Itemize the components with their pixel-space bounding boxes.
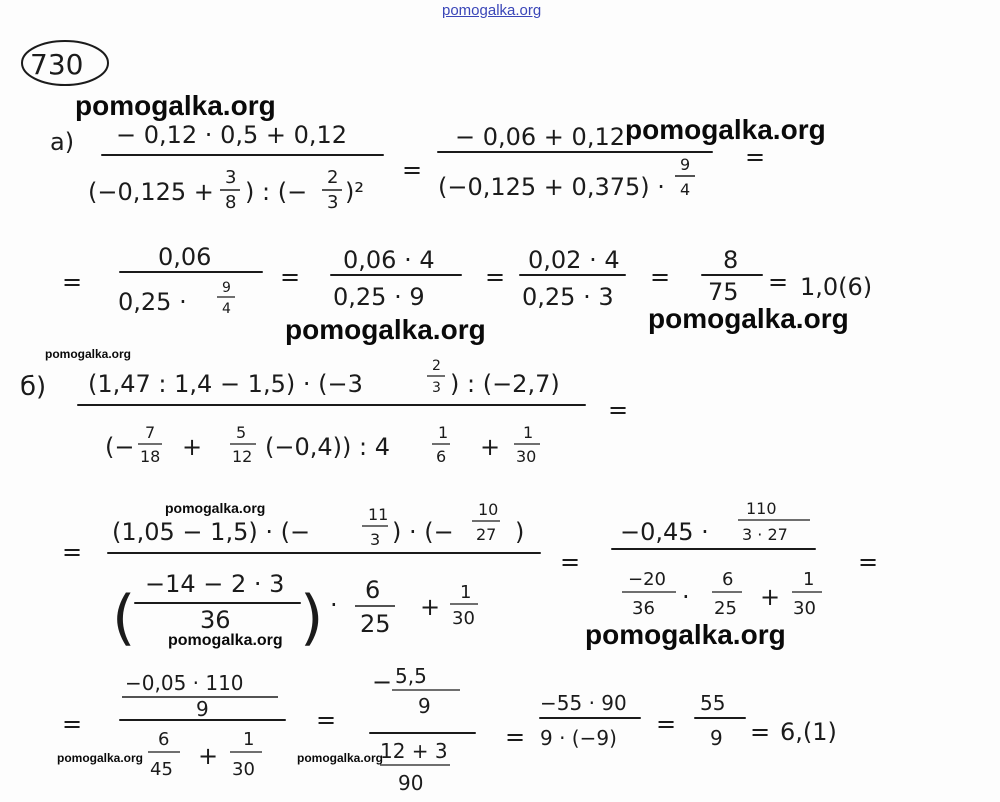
b2-num-c: ) [515,518,525,546]
a-eq-5: = [485,263,506,291]
b1-den-f1-den: 18 [140,447,161,466]
b5-den-den: 90 [398,771,424,795]
b2-num-b: ) · (− [392,518,454,546]
b1-den-f3-den: 30 [516,447,537,466]
b1-den-f2-num: 5 [236,423,247,442]
a-result: 1,0(6) [800,273,873,301]
b3-den-f1-num: −20 [628,569,666,590]
b5-den-num: 12 + 3 [380,739,448,763]
a-eq-7: = [768,268,789,296]
watermark: pomogalka.org [585,619,786,650]
b2-den-f2-num: 1 [460,582,472,603]
a-f1-den: 0,25 · [118,288,187,316]
a-step2-frac-num: 9 [680,155,691,174]
a-f1-num: 0,06 [158,243,212,271]
a-eq-1: = [402,156,423,184]
b4-den-f1-den: 45 [150,759,173,780]
b-eq-6: = [316,706,337,734]
b1-num-a: (1,47 : 1,4 − 1,5) · (−3 [88,370,363,398]
a-f4-num: 8 [723,246,739,274]
a-f3-den: 0,25 · 3 [522,283,614,311]
a-step1-den-mid: ) : (− [245,178,308,206]
top-watermark-link[interactable]: pomogalka.org [442,2,542,19]
part-a-label: a) [50,128,75,156]
b5-num-num: 5,5 [395,664,427,688]
a-step2-numerator: − 0,06 + 0,12 [455,123,625,151]
b3-den-plus: + [760,583,781,611]
b-eq-8: = [656,710,677,738]
b1-den-b: (−0,4)) : 4 [265,433,390,461]
a-f2-den: 0,25 · 9 [333,283,425,311]
b-result: 6,(1) [780,718,837,746]
b2-den-close-paren: ) [300,583,324,653]
a-step1-den-right: )² [345,178,364,206]
b2-num-f2-den: 27 [476,525,497,544]
watermark: pomogalka.org [285,314,486,345]
b1-den-mixed-num: 1 [438,423,449,442]
a-step1-frac-den: 8 [225,192,237,213]
a-step1-den-left: (−0,125 + [88,178,214,206]
b6-num: −55 · 90 [540,691,627,715]
b-eq-1: = [608,396,629,424]
b1-num-b: ) : (−2,7) [450,370,560,398]
b1-den-plus: + [182,433,203,461]
b1-den-f2-den: 12 [232,447,253,466]
b2-den-f2-den: 30 [452,608,475,629]
a-step1-numerator: − 0,12 · 0,5 + 0,12 [116,121,348,149]
b6-den: 9 · (−9) [540,726,617,750]
b1-den-mixed-den: 6 [436,447,447,466]
a-f4-den: 75 [708,278,739,306]
b4-num-num: −0,05 · 110 [125,671,244,695]
b3-num-a: −0,45 · [620,518,709,546]
b4-den-f1-num: 6 [158,729,170,750]
watermark: pomogalka.org [165,500,266,516]
b3-den-f3-den: 30 [793,598,816,619]
b2-den-open-paren: ( [112,583,136,653]
b1-den-f3-num: 1 [523,423,534,442]
b5-num-sign: − [372,668,393,696]
a-step1-frac2-den: 3 [327,192,339,213]
a-f3-num: 0,02 · 4 [528,246,620,274]
a-f1-den-frac-num: 9 [222,280,231,296]
b7-den: 9 [710,726,723,750]
watermark: pomogalka.org [75,90,276,121]
a-eq-3: = [62,268,83,296]
b-eq-2: = [62,538,83,566]
b1-num-mixed-num: 2 [432,358,441,374]
b2-num-a: (1,05 − 1,5) · (− [112,518,311,546]
b3-num-f-den: 3 · 27 [742,525,788,544]
b3-den-f2-num: 6 [722,569,734,590]
b2-den-inner-den: 36 [200,606,231,634]
watermark: pomogalka.org [168,632,283,649]
watermark: pomogalka.org [45,347,132,361]
watermark: pomogalka.org [625,114,826,145]
b-eq-4: = [858,548,879,576]
a-step1-frac-num: 3 [225,167,237,188]
a-eq-4: = [280,263,301,291]
b-eq-9: = [750,718,771,746]
a-step2-frac-den: 4 [680,180,691,199]
b2-den-f-num: 6 [365,576,381,604]
b5-num-den: 9 [418,694,431,718]
b3-den-f2-den: 25 [714,598,737,619]
problem-number: 730 [30,48,84,81]
b1-den-f1-num: 7 [145,423,156,442]
b1-den-plus2: + [480,433,501,461]
part-b-label: б) [20,372,47,402]
a-f2-num: 0,06 · 4 [343,246,435,274]
a-f1-den-frac-den: 4 [222,301,231,317]
watermark: pomogalka.org [57,751,144,765]
b3-num-f-num: 110 [746,499,777,518]
b2-den-plus: + [420,593,441,621]
b3-den-f1-den: 36 [632,598,655,619]
b3-den-times: · [682,583,690,611]
b2-num-f1-num: 11 [368,505,389,524]
b4-den-f2-den: 30 [232,759,255,780]
b-eq-3: = [560,548,581,576]
b1-den-a: (− [105,433,135,461]
b4-den-f2-num: 1 [243,729,255,750]
b2-num-f1-den: 3 [370,530,381,549]
a-eq-6: = [650,263,671,291]
b2-den-times: · [330,591,338,619]
watermark: pomogalka.org [648,303,849,334]
b2-num-f2-num: 10 [478,500,499,519]
watermark: pomogalka.org [297,751,384,765]
b4-num-den: 9 [196,697,209,721]
a-eq-2: = [745,143,766,171]
b2-den-f-den: 25 [360,610,391,638]
b-eq-7: = [505,723,526,751]
b7-num: 55 [700,691,726,715]
b2-den-inner-num: −14 − 2 · 3 [145,570,285,598]
b-eq-5: = [62,710,83,738]
b3-den-f3-num: 1 [803,569,815,590]
a-step2-den: (−0,125 + 0,375) · [438,173,665,201]
a-step1-frac2-num: 2 [327,167,339,188]
b4-den-plus: + [198,742,219,770]
b1-num-mixed-den: 3 [432,380,441,396]
